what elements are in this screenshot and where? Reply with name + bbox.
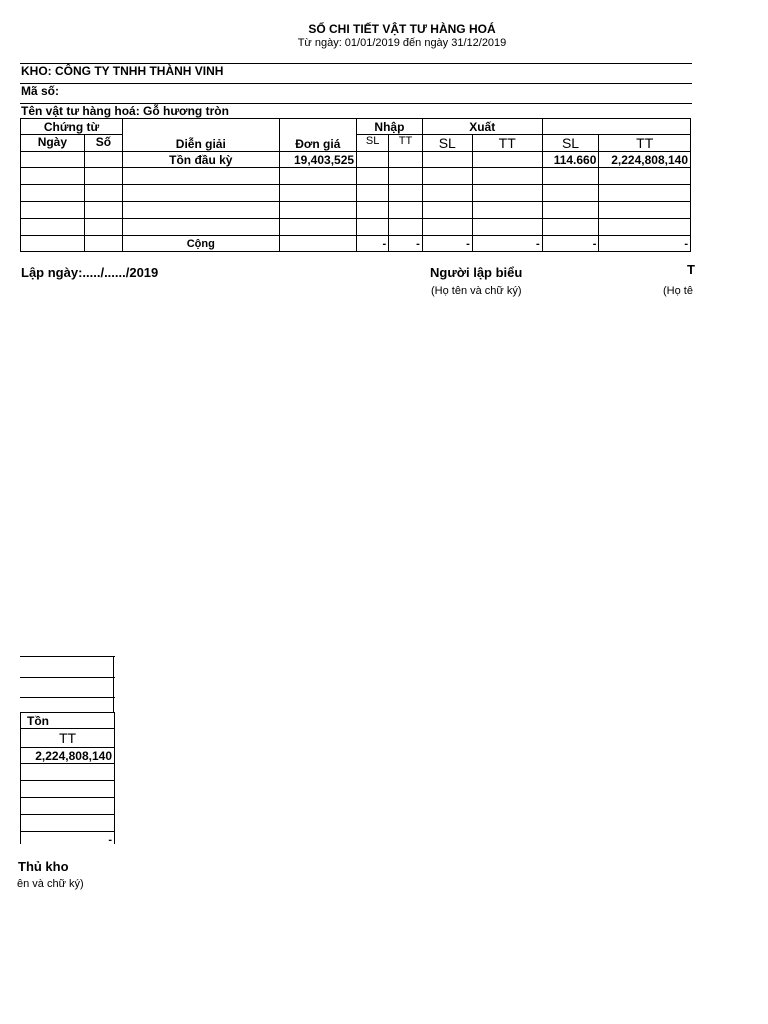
number-header: Số	[84, 135, 122, 152]
table-row	[21, 168, 691, 185]
opening-balance-amount: 2,224,808,140	[21, 748, 115, 764]
warehouse-line: KHO: CÔNG TY TNHH THÀNH VINH	[20, 63, 692, 82]
report-period: Từ ngày: 01/01/2019 đến ngày 31/12/2019	[297, 37, 507, 49]
unit-price-header: Đơn giá	[279, 119, 357, 152]
header-row-1	[21, 713, 115, 729]
date-line: Lập ngày:...../....../2019	[21, 265, 159, 280]
storekeeper-title: Thủ kho	[18, 859, 69, 874]
table-row	[21, 185, 691, 202]
table-row	[21, 815, 115, 832]
ledger-table-main	[20, 118, 691, 252]
table-row	[21, 152, 691, 168]
export-qty-header: SL	[422, 135, 472, 152]
import-qty-header: SL	[357, 135, 389, 152]
total-import-qty: -	[357, 236, 389, 252]
preparer-note: (Họ tên và chữ ký)	[431, 285, 522, 297]
balance-qty-header: SL	[542, 135, 599, 152]
balance-group-header	[542, 119, 690, 135]
opening-unit-price: 19,403,525	[279, 152, 357, 168]
import-amount-header: TT	[389, 135, 423, 152]
table-row	[21, 202, 691, 219]
total-export-amount: -	[472, 236, 542, 252]
balance-group-header: Tồn	[21, 713, 115, 729]
continuation-rule	[20, 677, 115, 679]
import-group-header: Nhập	[357, 119, 423, 135]
total-import-amount: -	[389, 236, 423, 252]
total-row	[21, 236, 691, 252]
item-name-line: Tên vật tư hàng hoá: Gỗ hương tròn	[20, 103, 692, 119]
table-row	[21, 219, 691, 236]
total-balance-qty: -	[542, 236, 599, 252]
total-label: Cộng	[123, 236, 279, 252]
balance-amount-header: TT	[21, 729, 115, 748]
opening-balance-amount: 2,224,808,140	[599, 152, 691, 168]
continuation-right-rule	[113, 656, 115, 713]
chief-title-partial: T	[687, 262, 695, 277]
description-header: Diễn giải	[123, 119, 279, 152]
continuation-rule	[20, 697, 115, 699]
continuation-top-rule	[20, 656, 115, 658]
total-balance-amount: -	[21, 832, 115, 845]
date-header: Ngày	[21, 135, 85, 152]
opening-balance-qty: 114.660	[542, 152, 599, 168]
total-row	[21, 832, 115, 845]
header-row-1	[21, 119, 691, 135]
table-row	[21, 781, 115, 798]
preparer-title: Người lập biểu	[430, 265, 523, 280]
ledger-table-continuation	[20, 712, 115, 844]
voucher-group-header: Chứng từ	[21, 119, 123, 135]
table-row	[21, 764, 115, 781]
balance-amount-header: TT	[599, 135, 691, 152]
item-code-line: Mã số:	[20, 83, 692, 102]
table-row	[21, 798, 115, 815]
storekeeper-note-partial: ên và chữ ký)	[17, 878, 84, 890]
table-row	[21, 748, 115, 764]
header-row-2	[21, 729, 115, 748]
page-title: SỔ CHI TIẾT VẬT TƯ HÀNG HOÁ	[308, 22, 496, 36]
total-export-qty: -	[422, 236, 472, 252]
export-amount-header: TT	[472, 135, 542, 152]
export-group-header: Xuất	[422, 119, 542, 135]
chief-note-partial: (Họ tê	[663, 285, 693, 297]
opening-balance-label: Tồn đầu kỳ	[123, 152, 279, 168]
total-balance-amount: -	[599, 236, 691, 252]
